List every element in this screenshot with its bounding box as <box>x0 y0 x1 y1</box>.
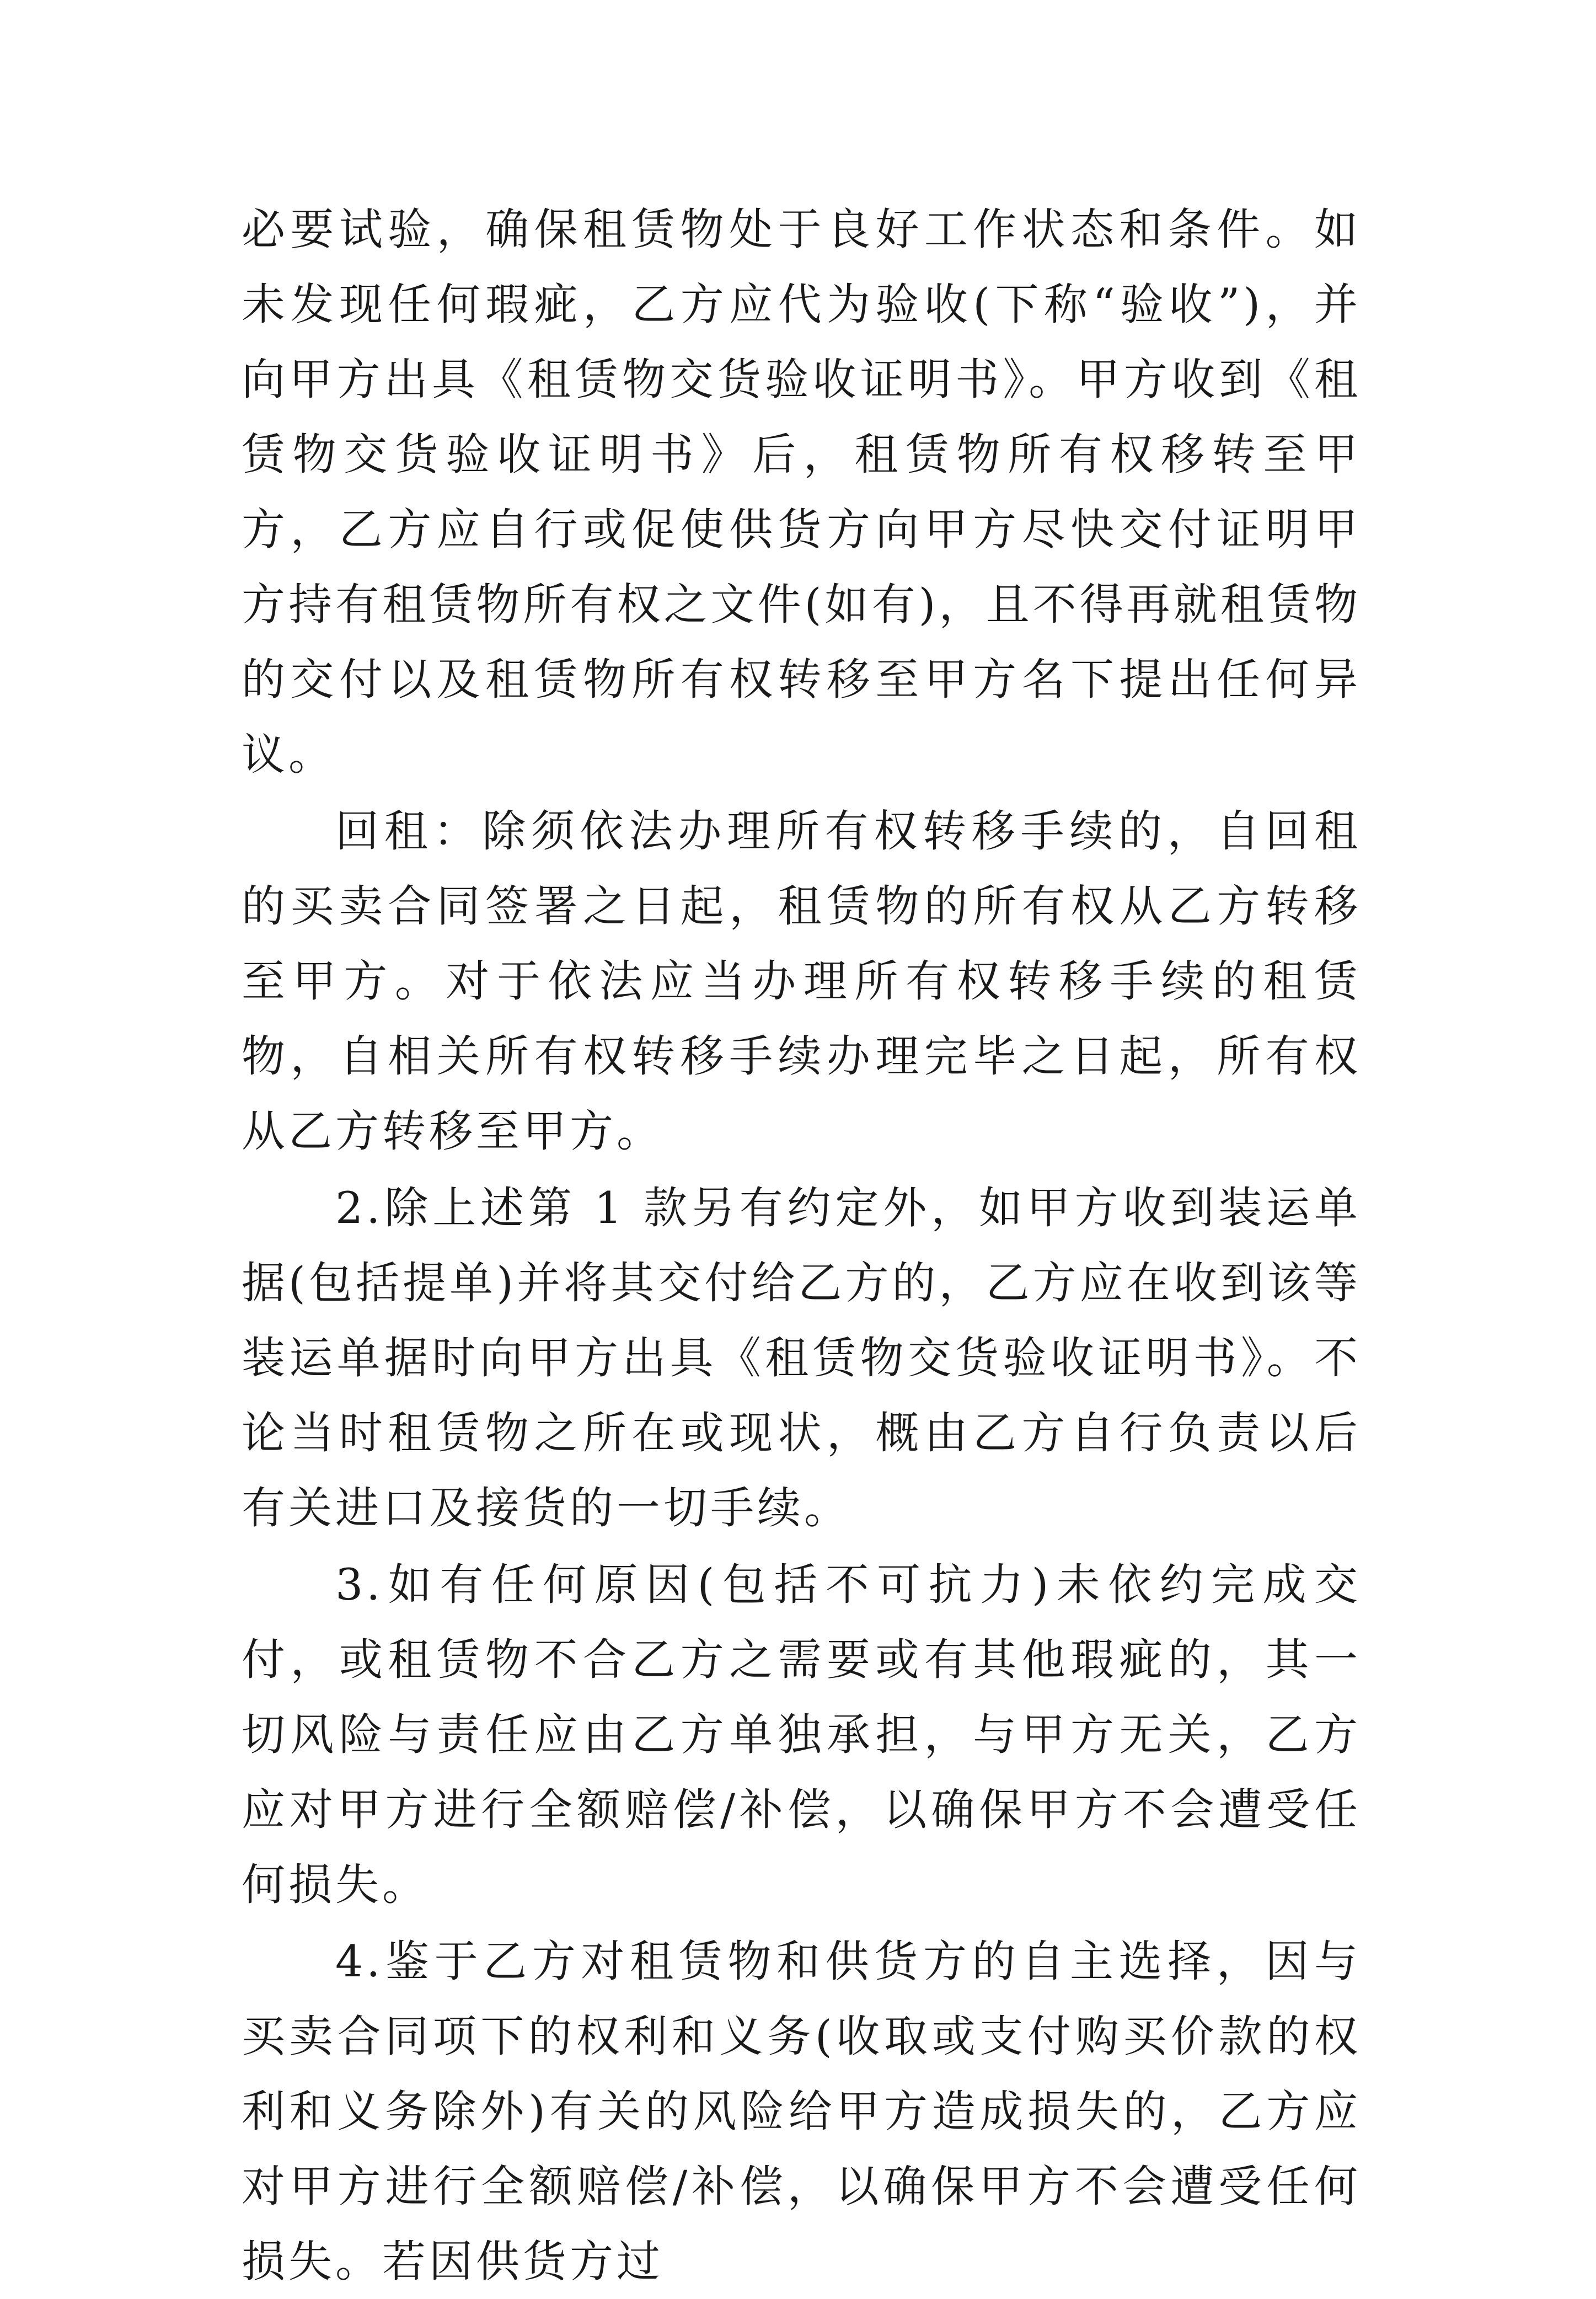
paragraph-continuation: 必要试验，确保租赁物处于良好工作状态和条件。如未发现任何瑕疵，乙方应代为验收(下称“验收”)，并向甲方出具《租赁物交货验收证明书》。甲方收到《租赁物交货验收证明书》后，租赁物所有权移转至甲方，乙方应自行或促使供货方向甲方尽快交付证明甲方持有租赁物所有权之文件(如有)，且不得再就租赁物的交付以及租赁物所有权转移至甲方名下提出任何异议。 <box>242 204 1361 780</box>
paragraph-clause-3: 3.如有任何原因(包括不可抗力)未依约完成交付，或租赁物不合乙方之需要或有其他瑕疵的，其一切风险与责任应由乙方单独承担，与甲方无关，乙方应对甲方进行全额赔偿/补偿，以确保甲方不会遭受任何损失。 <box>242 1559 1361 1910</box>
document-body <box>242 192 1361 2299</box>
paragraph-clause-2: 2.除上述第 1 款另有约定外，如甲方收到装运单据(包括提单)并将其交付给乙方的，乙方应在收到该等装运单据时向甲方出具《租赁物交货验收证明书》。不论当时租赁物之所在或现状，概由乙方自行负责以后有关进口及接货的一切手续。 <box>242 1183 1361 1533</box>
paragraph-clause-4: 4.鉴于乙方对租赁物和供货方的自主选择，因与买卖合同项下的权利和义务(收取或支付购买价款的权利和义务除外)有关的风险给甲方造成损失的，乙方应对甲方进行全额赔偿/补偿，以确保甲方不会遭受任何损失。若因供货方过 <box>242 1936 1361 2287</box>
paragraph-leaseback: 回租：除须依法办理所有权转移手续的，自回租的买卖合同签署之日起，租赁物的所有权从乙方转移至甲方。对于依法应当办理所有权转移手续的租赁物，自相关所有权转移手续办理完毕之日起，所有权从乙方转移至甲方。 <box>242 806 1361 1157</box>
